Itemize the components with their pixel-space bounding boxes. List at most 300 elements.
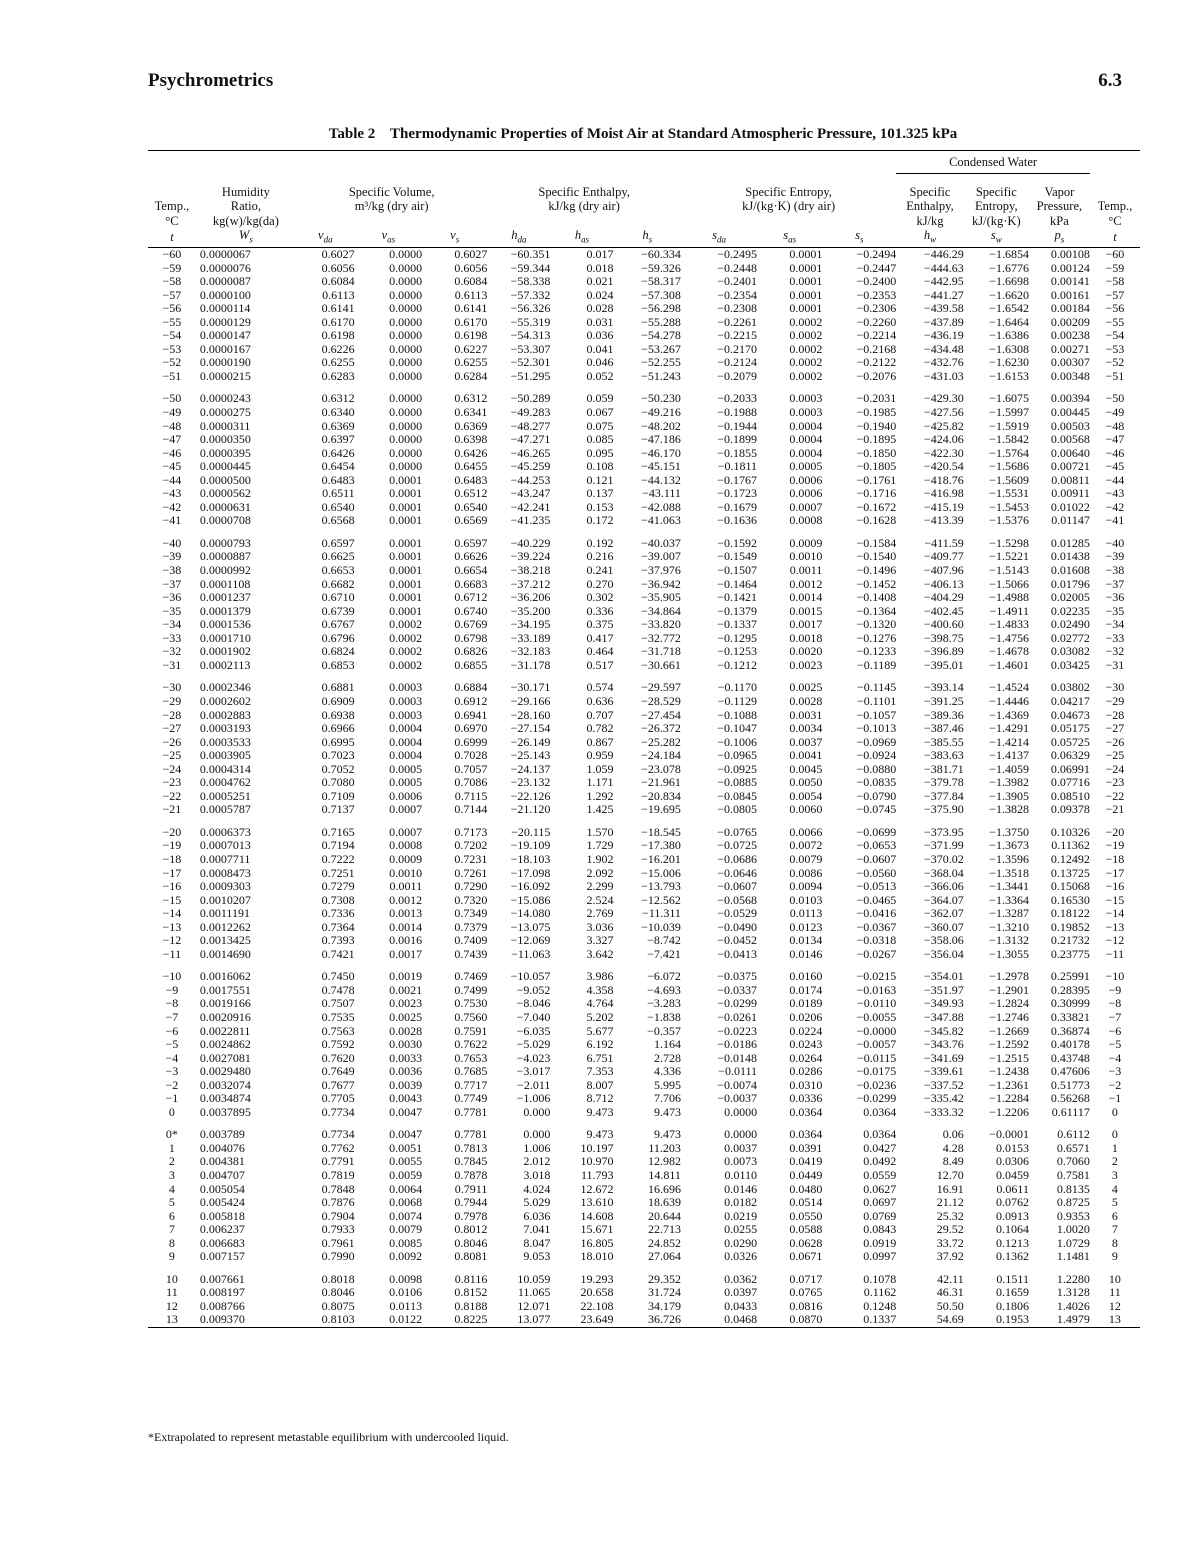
table-cell: 0.0000 [389, 314, 423, 329]
table-cell: −436.19 [923, 328, 964, 343]
specific-volume-header: Specific Volume, m³/kg (dry air) [348, 184, 435, 213]
table-cell: −33 [1105, 630, 1125, 645]
table-cell: 0.6568 [321, 513, 355, 528]
table-cell: −39.007 [641, 549, 681, 564]
table-row [148, 934, 1140, 948]
table-cell: −21 [162, 802, 182, 817]
table-cell: −0.1337 [717, 617, 758, 632]
table-cell: −7 [1108, 1009, 1122, 1024]
table-row [148, 1183, 1140, 1197]
table-cell: −1.5066 [989, 576, 1029, 591]
table-cell: −10 [162, 969, 182, 984]
table-cell: −1.6776 [989, 260, 1029, 275]
table-cell: −47.186 [641, 432, 681, 447]
table-cell: −0.0299 [717, 996, 758, 1011]
table-cell: −14.080 [510, 906, 551, 921]
table-cell: 0.007661 [199, 1271, 245, 1286]
table-cell: −57.332 [510, 287, 551, 302]
table-cell: −21 [1105, 802, 1125, 817]
table-cell: −27 [1105, 721, 1125, 736]
table-cell: 0.7231 [454, 851, 488, 866]
table-cell: 0.00568 [1050, 432, 1090, 447]
table-cell: 1 [1111, 1140, 1118, 1155]
table-cell: 0.7393 [321, 933, 355, 948]
table-cell: −45.259 [510, 459, 551, 474]
table-cell: −0.0318 [856, 933, 897, 948]
table-cell: 0.7560 [454, 1009, 488, 1024]
table-cell: −0.0699 [856, 824, 897, 839]
table-cell: 0.7364 [321, 919, 355, 934]
table-cell: 0.0110 [724, 1168, 758, 1182]
table-cell: −0.0925 [717, 761, 758, 776]
table-cell: −16 [1105, 879, 1125, 894]
table-cell: −41 [162, 513, 182, 528]
table-cell: 0.0000 [389, 328, 423, 343]
table-cell: 0.6198 [454, 328, 488, 343]
table-cell: 0.192 [586, 535, 614, 550]
table-cell: −444.63 [923, 260, 964, 275]
table-cell: −0.0236 [856, 1077, 897, 1092]
table-cell: −0.0790 [856, 788, 897, 803]
table-cell: 0.0006373 [199, 824, 251, 839]
table-cell: 0.0000167 [199, 341, 251, 356]
table-cell: −6 [1108, 1023, 1122, 1038]
table-cell: 0.0003 [389, 707, 423, 722]
table-cell: 0.0094 [789, 879, 823, 894]
table-cell: 0.6056 [321, 260, 355, 275]
table-cell: −16.092 [510, 879, 551, 894]
table-row [148, 632, 1140, 646]
table-cell: 0.7581 [1056, 1168, 1090, 1182]
table-cell: −52.255 [641, 355, 681, 370]
table-cell: −1.3750 [989, 824, 1029, 839]
table-cell: 0.7961 [321, 1235, 355, 1250]
table-cell: 0.6682 [321, 576, 355, 591]
table-cell: 0.0103 [789, 892, 823, 907]
table-cell: 0.0000147 [199, 328, 251, 343]
table-cell: 11.065 [517, 1285, 551, 1300]
table-cell: 2.012 [523, 1154, 551, 1169]
table-cell: −362.07 [923, 906, 964, 921]
table-cell: −50.230 [641, 391, 681, 406]
table-cell: −55 [1105, 314, 1125, 329]
table-cell: −1.4988 [989, 590, 1029, 605]
table-cell: −1.2824 [989, 996, 1029, 1011]
table-cell: −0.2214 [856, 328, 897, 343]
table-cell: 0.0004 [389, 734, 423, 749]
table-cell: −0.0055 [856, 1009, 897, 1024]
table-cell: −0.1723 [717, 486, 758, 501]
table-cell: 0.0055 [389, 1154, 423, 1169]
table-cell: 1.164 [653, 1037, 681, 1052]
table-cell: 0.0001 [789, 260, 823, 275]
table-row [148, 1079, 1140, 1093]
table-cell: 0.02490 [1050, 617, 1090, 632]
table-cell: −33 [162, 630, 182, 645]
table-cell: 0.0017551 [199, 982, 251, 997]
table-cell: −0.1057 [856, 707, 897, 722]
table-cell: −0.1672 [856, 499, 897, 514]
table-cell: −41.235 [510, 513, 551, 528]
table-cell: 7.706 [653, 1091, 681, 1106]
table-row [148, 1223, 1140, 1237]
table-cell: 0.0023 [389, 996, 423, 1011]
table-cell: −0.1464 [717, 576, 758, 591]
table-cell: −1.2592 [989, 1037, 1029, 1052]
table-cell: 0.7173 [454, 824, 488, 839]
table-row [148, 289, 1140, 303]
table-cell: 0.7194 [321, 838, 355, 853]
table-cell: −26 [1105, 734, 1125, 749]
table-cell: −42 [162, 499, 182, 514]
table-cell: 0.0000076 [199, 260, 251, 275]
table-cell: 0.0000445 [199, 459, 251, 474]
table-cell: 0.6884 [454, 680, 488, 695]
table-cell: 0.7115 [454, 788, 488, 803]
table-cell: 9.473 [653, 1104, 681, 1119]
table-cell: 0.6141 [454, 301, 488, 316]
table-cell: −18.545 [641, 824, 681, 839]
table-cell: −20.115 [511, 824, 551, 839]
table-cell: 0.00124 [1050, 260, 1090, 275]
table-cell: −8.742 [647, 933, 681, 948]
table-cell: 0.0023 [789, 657, 823, 672]
table-cell: −0.1811 [717, 459, 758, 474]
table-cell: −27 [162, 721, 182, 736]
table-cell: 0.0000275 [199, 405, 251, 420]
table-cell: −30 [1105, 680, 1125, 695]
table-cell: −23 [1105, 775, 1125, 790]
table-cell: 0.6170 [454, 314, 488, 329]
table-cell: 0.06329 [1050, 748, 1090, 763]
table-cell: 0.7677 [321, 1077, 355, 1092]
table-cell: 0.7791 [321, 1154, 355, 1169]
table-cell: 0.7421 [321, 946, 355, 961]
table-cell: 24.852 [647, 1235, 681, 1250]
table-cell: −15.006 [641, 865, 681, 880]
table-cell: −415.19 [923, 499, 964, 514]
table-cell: −0.1047 [717, 721, 758, 736]
table-cell: 0.10326 [1050, 824, 1090, 839]
table-cell: −35.200 [510, 603, 551, 618]
table-cell: −15.086 [510, 892, 551, 907]
table-cell: 0.6597 [321, 535, 355, 550]
table-cell: 1.0729 [1056, 1235, 1090, 1250]
table-cell: 0.0017 [789, 617, 823, 632]
table-cell: 0.6653 [321, 563, 355, 578]
table-cell: 8.007 [586, 1077, 614, 1092]
table-cell: 20.644 [647, 1208, 681, 1223]
table-cell: 0.0002 [389, 630, 423, 645]
table-cell: 0.7685 [454, 1064, 488, 1079]
table-cell: 0.0364 [863, 1127, 897, 1142]
table-cell: 0.6341 [454, 405, 488, 420]
table-cell: 13 [165, 1312, 178, 1327]
table-cell: −32 [1105, 644, 1125, 659]
table-cell: 0.0043 [389, 1091, 423, 1106]
table-cell: 0.0559 [863, 1168, 897, 1182]
table-cell: 0.0189 [789, 996, 823, 1011]
table-cell: 0.0012 [789, 576, 823, 591]
column-symbol: $h_{as}$ [550, 228, 613, 248]
table-cell: 16.91 [936, 1181, 964, 1196]
table-cell: 0.0000562 [199, 486, 251, 501]
table-cell: 0.0391 [789, 1140, 823, 1155]
table-cell: 0.0001902 [199, 644, 251, 659]
table-cell: 0.004707 [199, 1168, 245, 1182]
table-cell: 0.0001 [389, 590, 423, 605]
column-symbol: t [148, 228, 196, 248]
table-cell: −38 [1105, 563, 1125, 578]
table-cell: −407.96 [923, 563, 964, 578]
table-cell: 0.6540 [321, 499, 355, 514]
table-cell: −0.0607 [856, 851, 897, 866]
table-cell: −28.529 [641, 693, 681, 708]
table-cell: −41 [1105, 513, 1125, 528]
table-cell: 0.024 [586, 287, 614, 302]
table-cell: −1.5531 [989, 486, 1029, 501]
table-cell: 0.25991 [1050, 969, 1090, 984]
table-cell: 0.0459 [995, 1168, 1029, 1182]
table-cell: 0.7052 [321, 761, 355, 776]
table-cell: 0.0016062 [199, 969, 251, 984]
table-cell: 0.6283 [321, 368, 355, 383]
table-cell: −12 [1105, 933, 1125, 948]
table-cell: 0.0004 [789, 418, 823, 433]
table-cell: −0.0367 [856, 919, 897, 934]
table-footnote: *Extrapolated to represent metastable equilibrium with undercooled liquid. [148, 1430, 509, 1444]
table-cell: −1.5453 [989, 499, 1029, 514]
table-cell: 0.0919 [863, 1235, 897, 1250]
table-cell: 0.8725 [1056, 1195, 1090, 1210]
table-cell: −44 [162, 472, 182, 487]
table-cell: 0.0000 [389, 355, 423, 370]
table-cell: −60 [162, 247, 182, 261]
table-cell: 0.0182 [724, 1195, 758, 1210]
table-cell: −0.1129 [717, 693, 758, 708]
table-cell: 0.7109 [321, 788, 355, 803]
table-cell: −57 [1105, 287, 1125, 302]
table-cell: −32.183 [510, 644, 551, 659]
table-cell: −58 [1105, 274, 1125, 289]
table-cell: 0* [165, 1127, 178, 1142]
table-cell: −0.0057 [856, 1037, 897, 1052]
table-cell: 0.00238 [1050, 328, 1090, 343]
table-cell: 0.0016 [389, 933, 423, 948]
table-cell: 1.0020 [1056, 1222, 1090, 1237]
table-cell: −17.380 [641, 838, 681, 853]
table-cell: −0.0969 [856, 734, 897, 749]
table-cell: 0.0002 [789, 368, 823, 383]
table-cell: −375.90 [923, 802, 964, 817]
table-row [148, 1052, 1140, 1066]
table-cell: 0.0074 [389, 1208, 423, 1223]
table-cell: −31 [1105, 657, 1125, 672]
table-cell: 0.1362 [995, 1249, 1029, 1264]
table-cell: −349.93 [923, 996, 964, 1011]
table-cell: 0.11362 [1051, 838, 1090, 853]
table-cell: 0 [1111, 1127, 1118, 1142]
table-cell: 0.0000087 [199, 274, 251, 289]
table-cell: 0.0047 [389, 1104, 423, 1119]
table-cell: 0.6824 [321, 644, 355, 659]
table-cell: 0.7813 [454, 1140, 488, 1155]
table-cell: −370.02 [923, 851, 964, 866]
table-cell: 0.0153 [995, 1140, 1029, 1155]
table-cell: −1.2746 [989, 1009, 1029, 1024]
table-cell: 0.0002 [389, 657, 423, 672]
table-cell: −47 [162, 432, 182, 447]
table-cell: 0.7591 [454, 1023, 488, 1038]
table-cell: 0.7057 [454, 761, 488, 776]
table-row [148, 591, 1140, 605]
table-cell: −4 [1108, 1050, 1122, 1065]
table-cell: 0.6426 [321, 445, 355, 460]
table-cell: 0.7749 [454, 1091, 488, 1106]
table-cell: 14.608 [580, 1208, 614, 1223]
table-cell: −0.0513 [856, 879, 897, 894]
table-cell: 0.004381 [199, 1154, 245, 1169]
table-cell: −1.4601 [989, 657, 1029, 672]
table-cell: −24 [162, 761, 182, 776]
table-cell: 0.0098 [389, 1271, 423, 1286]
table-cell: 0.0765 [789, 1285, 823, 1300]
table-cell: −14 [1105, 906, 1125, 921]
properties-table [148, 151, 1140, 1327]
table-row [148, 474, 1140, 488]
table-cell: 0.6084 [321, 274, 355, 289]
table-cell: 0.1953 [995, 1312, 1029, 1327]
table-cell: 0.7904 [321, 1208, 355, 1223]
table-cell: −1.3828 [989, 802, 1029, 817]
table-cell: 0.0000 [389, 432, 423, 447]
table-cell: −0.0261 [717, 1009, 758, 1024]
table-cell: 0.0025 [389, 1009, 423, 1024]
table-cell: −0.1253 [717, 644, 758, 659]
table-cell: −0.2076 [856, 368, 897, 383]
table-cell: −43 [162, 486, 182, 501]
table-cell: 0.7202 [454, 838, 488, 853]
table-cell: −1.3982 [989, 775, 1029, 790]
table-cell: −333.32 [923, 1104, 964, 1119]
table-cell: 0.0762 [995, 1195, 1029, 1210]
table-cell: −0.0745 [856, 802, 897, 817]
table-cell: 0.7080 [321, 775, 355, 790]
table-row [148, 907, 1140, 921]
table-cell: 0.052 [586, 368, 614, 383]
properties-table-container [148, 150, 1140, 1328]
table-row [148, 659, 1140, 673]
table-cell: −6.035 [516, 1023, 551, 1038]
table-row [148, 343, 1140, 357]
table-row [148, 578, 1140, 592]
table-cell: 0.7530 [454, 996, 488, 1011]
table-cell: 10.197 [580, 1140, 614, 1155]
table-cell: −54.278 [641, 328, 681, 343]
table-cell: −18 [162, 851, 182, 866]
table-row [148, 447, 1140, 461]
table-cell: 0.01438 [1050, 549, 1090, 564]
table-cell: −9 [165, 982, 179, 997]
table-cell: 0.0001 [389, 499, 423, 514]
table-row [148, 867, 1140, 881]
table-cell: 0.0006 [789, 472, 823, 487]
table-cell: 0.0000 [389, 247, 423, 261]
table-cell: 0.6027 [321, 247, 355, 261]
table-cell: 0.1064 [995, 1222, 1029, 1237]
table-row [148, 1313, 1140, 1327]
table-cell: 0.005424 [199, 1195, 245, 1210]
table-cell: −46.265 [510, 445, 551, 460]
table-cell: −12.562 [641, 892, 681, 907]
table-cell: −0.2124 [717, 355, 758, 370]
table-cell: −0.0337 [717, 982, 758, 997]
table-row [148, 329, 1140, 343]
table-cell: −0.0465 [856, 892, 897, 907]
table-cell: −1.5764 [989, 445, 1029, 460]
table-cell: −13.793 [641, 879, 681, 894]
table-cell: 0.30999 [1050, 996, 1090, 1011]
table-cell: −26.372 [641, 721, 681, 736]
table-cell: 9.473 [586, 1104, 614, 1119]
table-cell: −1.5997 [989, 405, 1029, 420]
table-cell: 0.36874 [1050, 1023, 1090, 1038]
table-cell: 13 [1108, 1312, 1121, 1327]
table-cell: 0.7876 [321, 1195, 355, 1210]
table-cell: 0.0002883 [199, 707, 251, 722]
table-cell: 1.171 [586, 775, 614, 790]
table-cell: 8.712 [586, 1091, 614, 1106]
table-cell: 0.8103 [321, 1312, 355, 1327]
table-cell: −31.178 [510, 657, 551, 672]
table-cell: 0.0001710 [199, 630, 251, 645]
table-cell: −358.06 [923, 933, 964, 948]
table-cell: 0.0001 [389, 563, 423, 578]
table-cell: −34.195 [510, 617, 551, 632]
table-row [148, 316, 1140, 330]
table-cell: 0.7878 [454, 1168, 488, 1182]
table-cell: 0.067 [586, 405, 614, 420]
table-cell: 0.0816 [789, 1298, 823, 1313]
table-cell: −345.82 [923, 1023, 964, 1038]
table-cell: −59.326 [641, 260, 681, 275]
table-cell: 0.085 [586, 432, 614, 447]
table-cell: −0.1452 [856, 576, 897, 591]
table-cell: 0.6798 [454, 630, 488, 645]
table-cell: 0.1659 [995, 1285, 1029, 1300]
table-cell: −0.0529 [717, 906, 758, 921]
table-cell: 4 [1111, 1181, 1118, 1196]
table-cell: 0.0362 [724, 1271, 758, 1286]
table-cell: 0.6511 [322, 486, 355, 501]
table-cell: 0.005818 [199, 1208, 245, 1223]
table-cell: −37 [1105, 576, 1125, 591]
table-cell: 0.0004 [389, 721, 423, 736]
table-cell: 0.0002 [789, 355, 823, 370]
table-cell: 0.0146 [789, 946, 823, 961]
table-cell: −335.42 [923, 1091, 964, 1106]
table-cell: 12.70 [936, 1168, 964, 1182]
table-cell: −0.1421 [717, 590, 758, 605]
table-cell: 4.764 [586, 996, 614, 1011]
table-cell: 0.0002113 [199, 657, 251, 672]
table-cell: 21.12 [936, 1195, 964, 1210]
table-cell: −1.006 [516, 1091, 551, 1106]
table-cell: −1.5686 [989, 459, 1029, 474]
table-cell: −0.1540 [856, 549, 897, 564]
table-cell: 0.0051 [389, 1140, 423, 1155]
table-cell: 0.0028 [389, 1023, 423, 1038]
